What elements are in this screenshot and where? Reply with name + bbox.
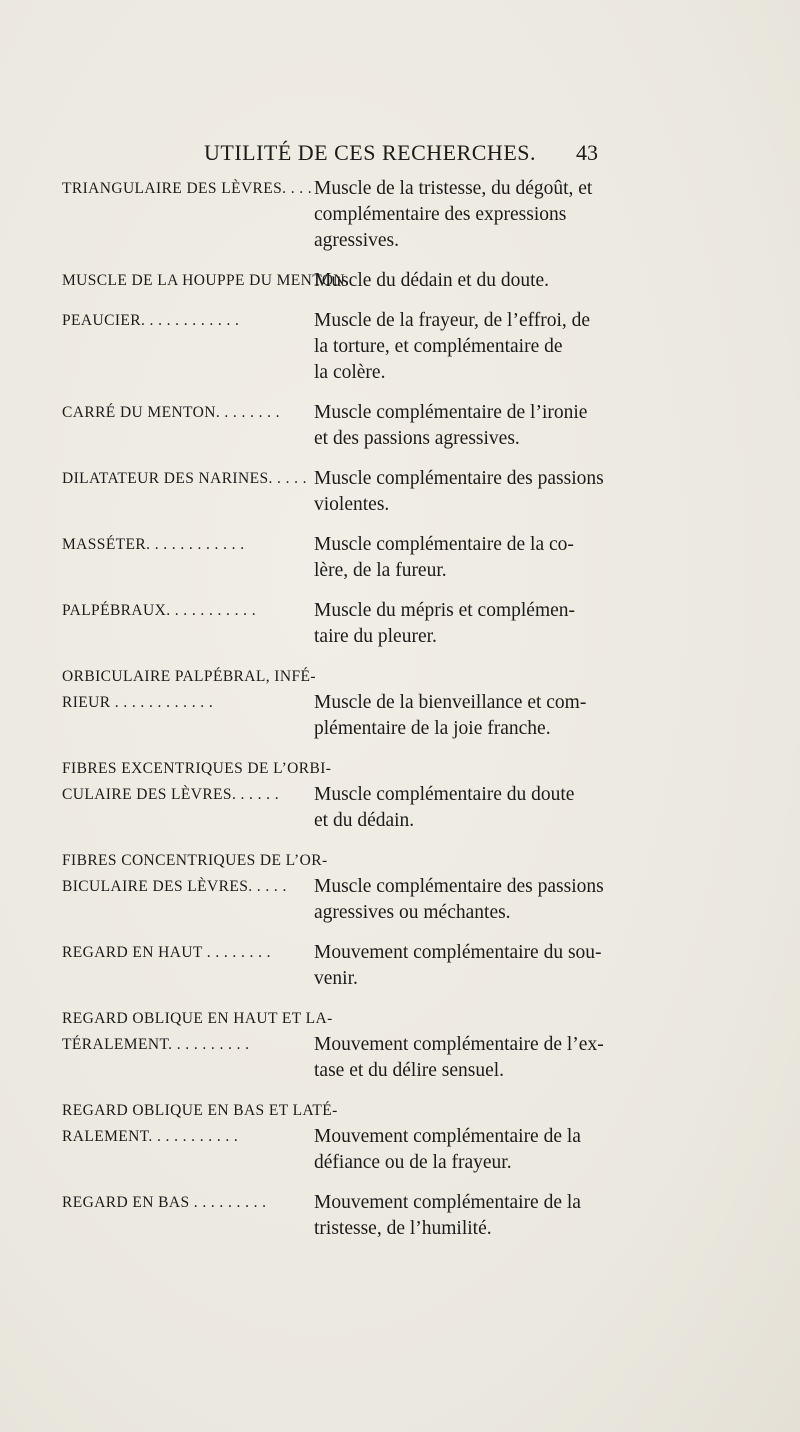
entry-term	[62, 400, 312, 426]
entry-definition	[314, 690, 617, 742]
definition-line: agressives ou méchantes.	[314, 902, 511, 923]
entry-term	[62, 308, 312, 334]
term-line: FIBRES EXCENTRIQUES DE L’ORBI-	[62, 760, 332, 777]
definition-line: Mouvement complémentaire du sou-	[314, 942, 602, 963]
entry-definition	[314, 1032, 617, 1084]
definition-line: taire du pleurer.	[314, 626, 437, 647]
entry-term	[62, 664, 316, 716]
term-line: CULAIRE DES LÈVRES. . . . . .	[62, 786, 279, 803]
entry-definition	[314, 176, 617, 254]
entry-term	[62, 940, 312, 966]
entry-definition	[314, 1124, 617, 1176]
definition-line: Muscle complémentaire des passions	[314, 876, 604, 897]
definition-line: tristesse, de l’humilité.	[314, 1218, 492, 1239]
definition-line: complémentaire des expressions	[314, 204, 567, 225]
entry-definition	[314, 598, 617, 650]
term-line: REGARD EN BAS . . . . . . . . .	[62, 1194, 267, 1211]
definition-line: agressives.	[314, 230, 400, 251]
entry-term	[62, 1098, 338, 1150]
term-line: REGARD OBLIQUE EN BAS ET LATÉ-	[62, 1102, 338, 1119]
definition-line: Mouvement complémentaire de la	[314, 1126, 581, 1147]
term-line: CARRÉ DU MENTON. . . . . . . .	[62, 404, 280, 421]
definition-line: Muscle complémentaire de la co-	[314, 534, 574, 555]
entry-definition	[314, 532, 617, 584]
definition-line: violentes.	[314, 494, 390, 515]
entry-definition	[314, 268, 617, 294]
term-line: MASSÉTER. . . . . . . . . . . .	[62, 536, 245, 553]
term-line: MUSCLE DE LA HOUPPE DU MENTON.	[62, 272, 350, 289]
definition-line: Muscle de la frayeur, de l’effroi, de	[314, 310, 591, 331]
term-line: REGARD EN HAUT . . . . . . . .	[62, 944, 271, 961]
entry-definition	[314, 1190, 617, 1242]
definition-line: Muscle du dédain et du doute.	[314, 270, 550, 291]
term-line: TÉRALEMENT. . . . . . . . . .	[62, 1036, 250, 1053]
term-line: DILATATEUR DES NARINES. . . . .	[62, 470, 307, 487]
definition-line: tase et du délire sensuel.	[314, 1060, 505, 1081]
term-line: RIEUR . . . . . . . . . . . .	[62, 694, 214, 711]
definition-line: lère, de la fureur.	[314, 560, 447, 581]
entry-term	[62, 532, 312, 558]
definition-line: et du dédain.	[314, 810, 415, 831]
entry-term	[62, 598, 312, 624]
definition-line: Muscle complémentaire des passions	[314, 468, 604, 489]
definition-line: plémentaire de la joie franche.	[314, 718, 551, 739]
term-line: PALPÉBRAUX. . . . . . . . . . .	[62, 602, 256, 619]
running-head	[0, 140, 800, 170]
entry-term	[62, 1006, 333, 1058]
entry-term	[62, 268, 350, 294]
entry-definition	[314, 782, 617, 834]
entry-term	[62, 466, 312, 492]
entry-term	[62, 756, 332, 808]
term-line: REGARD OBLIQUE EN HAUT ET LA-	[62, 1010, 333, 1027]
entry-term	[62, 176, 312, 202]
entry-definition	[314, 400, 617, 452]
term-line: PEAUCIER. . . . . . . . . . . .	[62, 312, 240, 329]
page-number: 43	[576, 140, 598, 165]
running-title: UTILITÉ DE CES RECHERCHES.	[204, 140, 536, 165]
entry-definition	[314, 940, 617, 992]
definition-line: Muscle du mépris et complémen-	[314, 600, 576, 621]
definition-line: et des passions agressives.	[314, 428, 520, 449]
entry-definition	[314, 466, 617, 518]
definition-line: la colère.	[314, 362, 386, 383]
definition-line: Mouvement complémentaire de la	[314, 1192, 581, 1213]
definition-line: défiance ou de la frayeur.	[314, 1152, 512, 1173]
definition-line: la torture, et complémentaire de	[314, 336, 563, 357]
entry-term	[62, 1190, 312, 1216]
term-line: FIBRES CONCENTRIQUES DE L’OR-	[62, 852, 328, 869]
definition-line: venir.	[314, 968, 358, 989]
entry-term	[62, 848, 328, 900]
definition-line: Mouvement complémentaire de l’ex-	[314, 1034, 604, 1055]
term-line: TRIANGULAIRE DES LÈVRES. . . .	[62, 180, 313, 197]
definition-line: Muscle de la tristesse, du dégoût, et	[314, 178, 593, 199]
definition-line: Muscle complémentaire du doute	[314, 784, 575, 805]
definition-line: Muscle complémentaire de l’ironie	[314, 402, 588, 423]
term-line: BICULAIRE DES LÈVRES. . . . .	[62, 878, 287, 895]
entry-definition	[314, 308, 617, 386]
term-line: RALEMENT. . . . . . . . . . .	[62, 1128, 239, 1145]
definition-line: Muscle de la bienveillance et com-	[314, 692, 587, 713]
term-line: ORBICULAIRE PALPÉBRAL, INFÉ-	[62, 668, 316, 685]
entry-definition	[314, 874, 617, 926]
